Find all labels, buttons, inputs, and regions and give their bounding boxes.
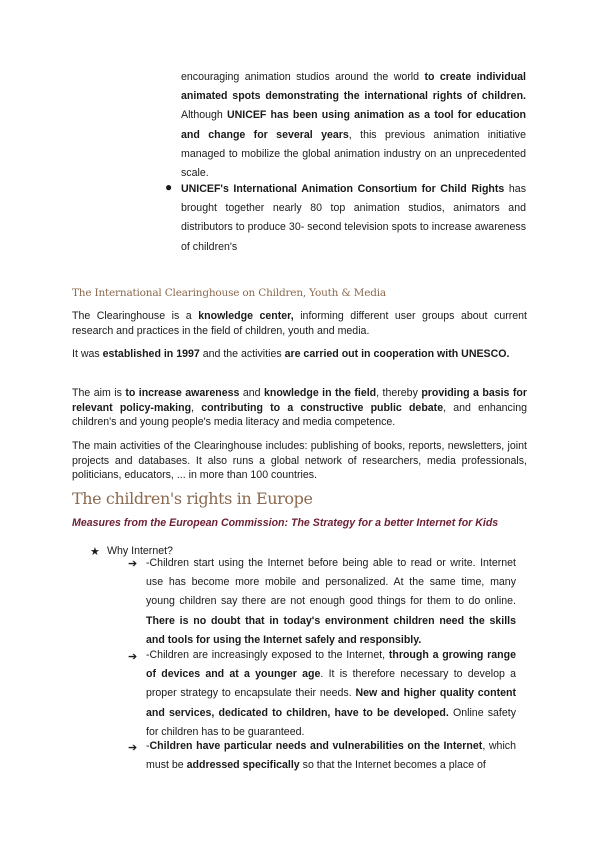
bullet-dot-icon: ● (165, 180, 173, 194)
arrow-right-icon: ➔ (128, 651, 138, 663)
arrow-item-2: -Children are increasingly exposed to the Internet, through a growing range of devices and at a younger age. It is therefore necessary to develop a proper strategy to encapsulate their needs. New and higher quality content and services, dedicated to children, have to be developed. Online safety for children has to be guaranteed. (146, 649, 516, 738)
bullet-2: UNICEF's International Animation Consortium for Child Rights has brought together nearly 80 top animation studios, animators and distributors to produce 30- second television spots to increase awareness of children's (181, 183, 526, 253)
clearinghouse-paragraph-1: The Clearinghouse is a knowledge center, informing different user groups about current research and practices in the field of children, youth and media. (72, 310, 527, 337)
section-heading-clearinghouse: The International Clearinghouse on Children, Youth & Media (72, 287, 386, 299)
section-subtitle: Measures from the European Commission: The Strategy for a better Internet for Kids (72, 517, 499, 529)
arrow-right-icon: ➔ (128, 558, 138, 570)
bullet-1-continuation: encouraging animation studios around the world to create individual animated spots demonstrating the international rights of children. Although UNICEF has been using animation as a tool for education and change for several years, this previous animation initiative managed to mobilize the global animation industry on an unprecedented scale. (181, 71, 527, 180)
star-item-label: Why Internet? (107, 545, 173, 557)
clearinghouse-paragraph-2: It was established in 1997 and the activities are carried out in cooperation with UNESCO. (72, 348, 510, 360)
star-bullet-icon: ★ (90, 546, 100, 558)
section-heading-europe: The children's rights in Europe (72, 489, 313, 508)
clearinghouse-paragraph-3: The aim is to increase awareness and knowledge in the field, thereby providing a basis for relevant policy-making, contributing to a constructive public debate, and enhancing children's and young people's media literacy and media competence. (72, 387, 528, 428)
arrow-right-icon: ➔ (128, 742, 138, 754)
arrow-item-1: -Children start using the Internet before being able to read or write. Internet use has become more mobile and personalized. At the same time, many young children say there are not enough good things for them to do online. There is no doubt that in today's environment children need the skills and tools for using the Internet safely and responsibly. (146, 557, 516, 646)
clearinghouse-paragraph-4: The main activities of the Clearinghouse includes: publishing of books, reports, newsletters, joint projects and databases. It also runs a global network of researchers, media professionals, politicians, educators, ... in more than 100 countries. (72, 440, 527, 481)
arrow-item-3: -Children have particular needs and vulnerabilities on the Internet, which must be addressed specifically so that the Internet becomes a place of (146, 740, 516, 772)
